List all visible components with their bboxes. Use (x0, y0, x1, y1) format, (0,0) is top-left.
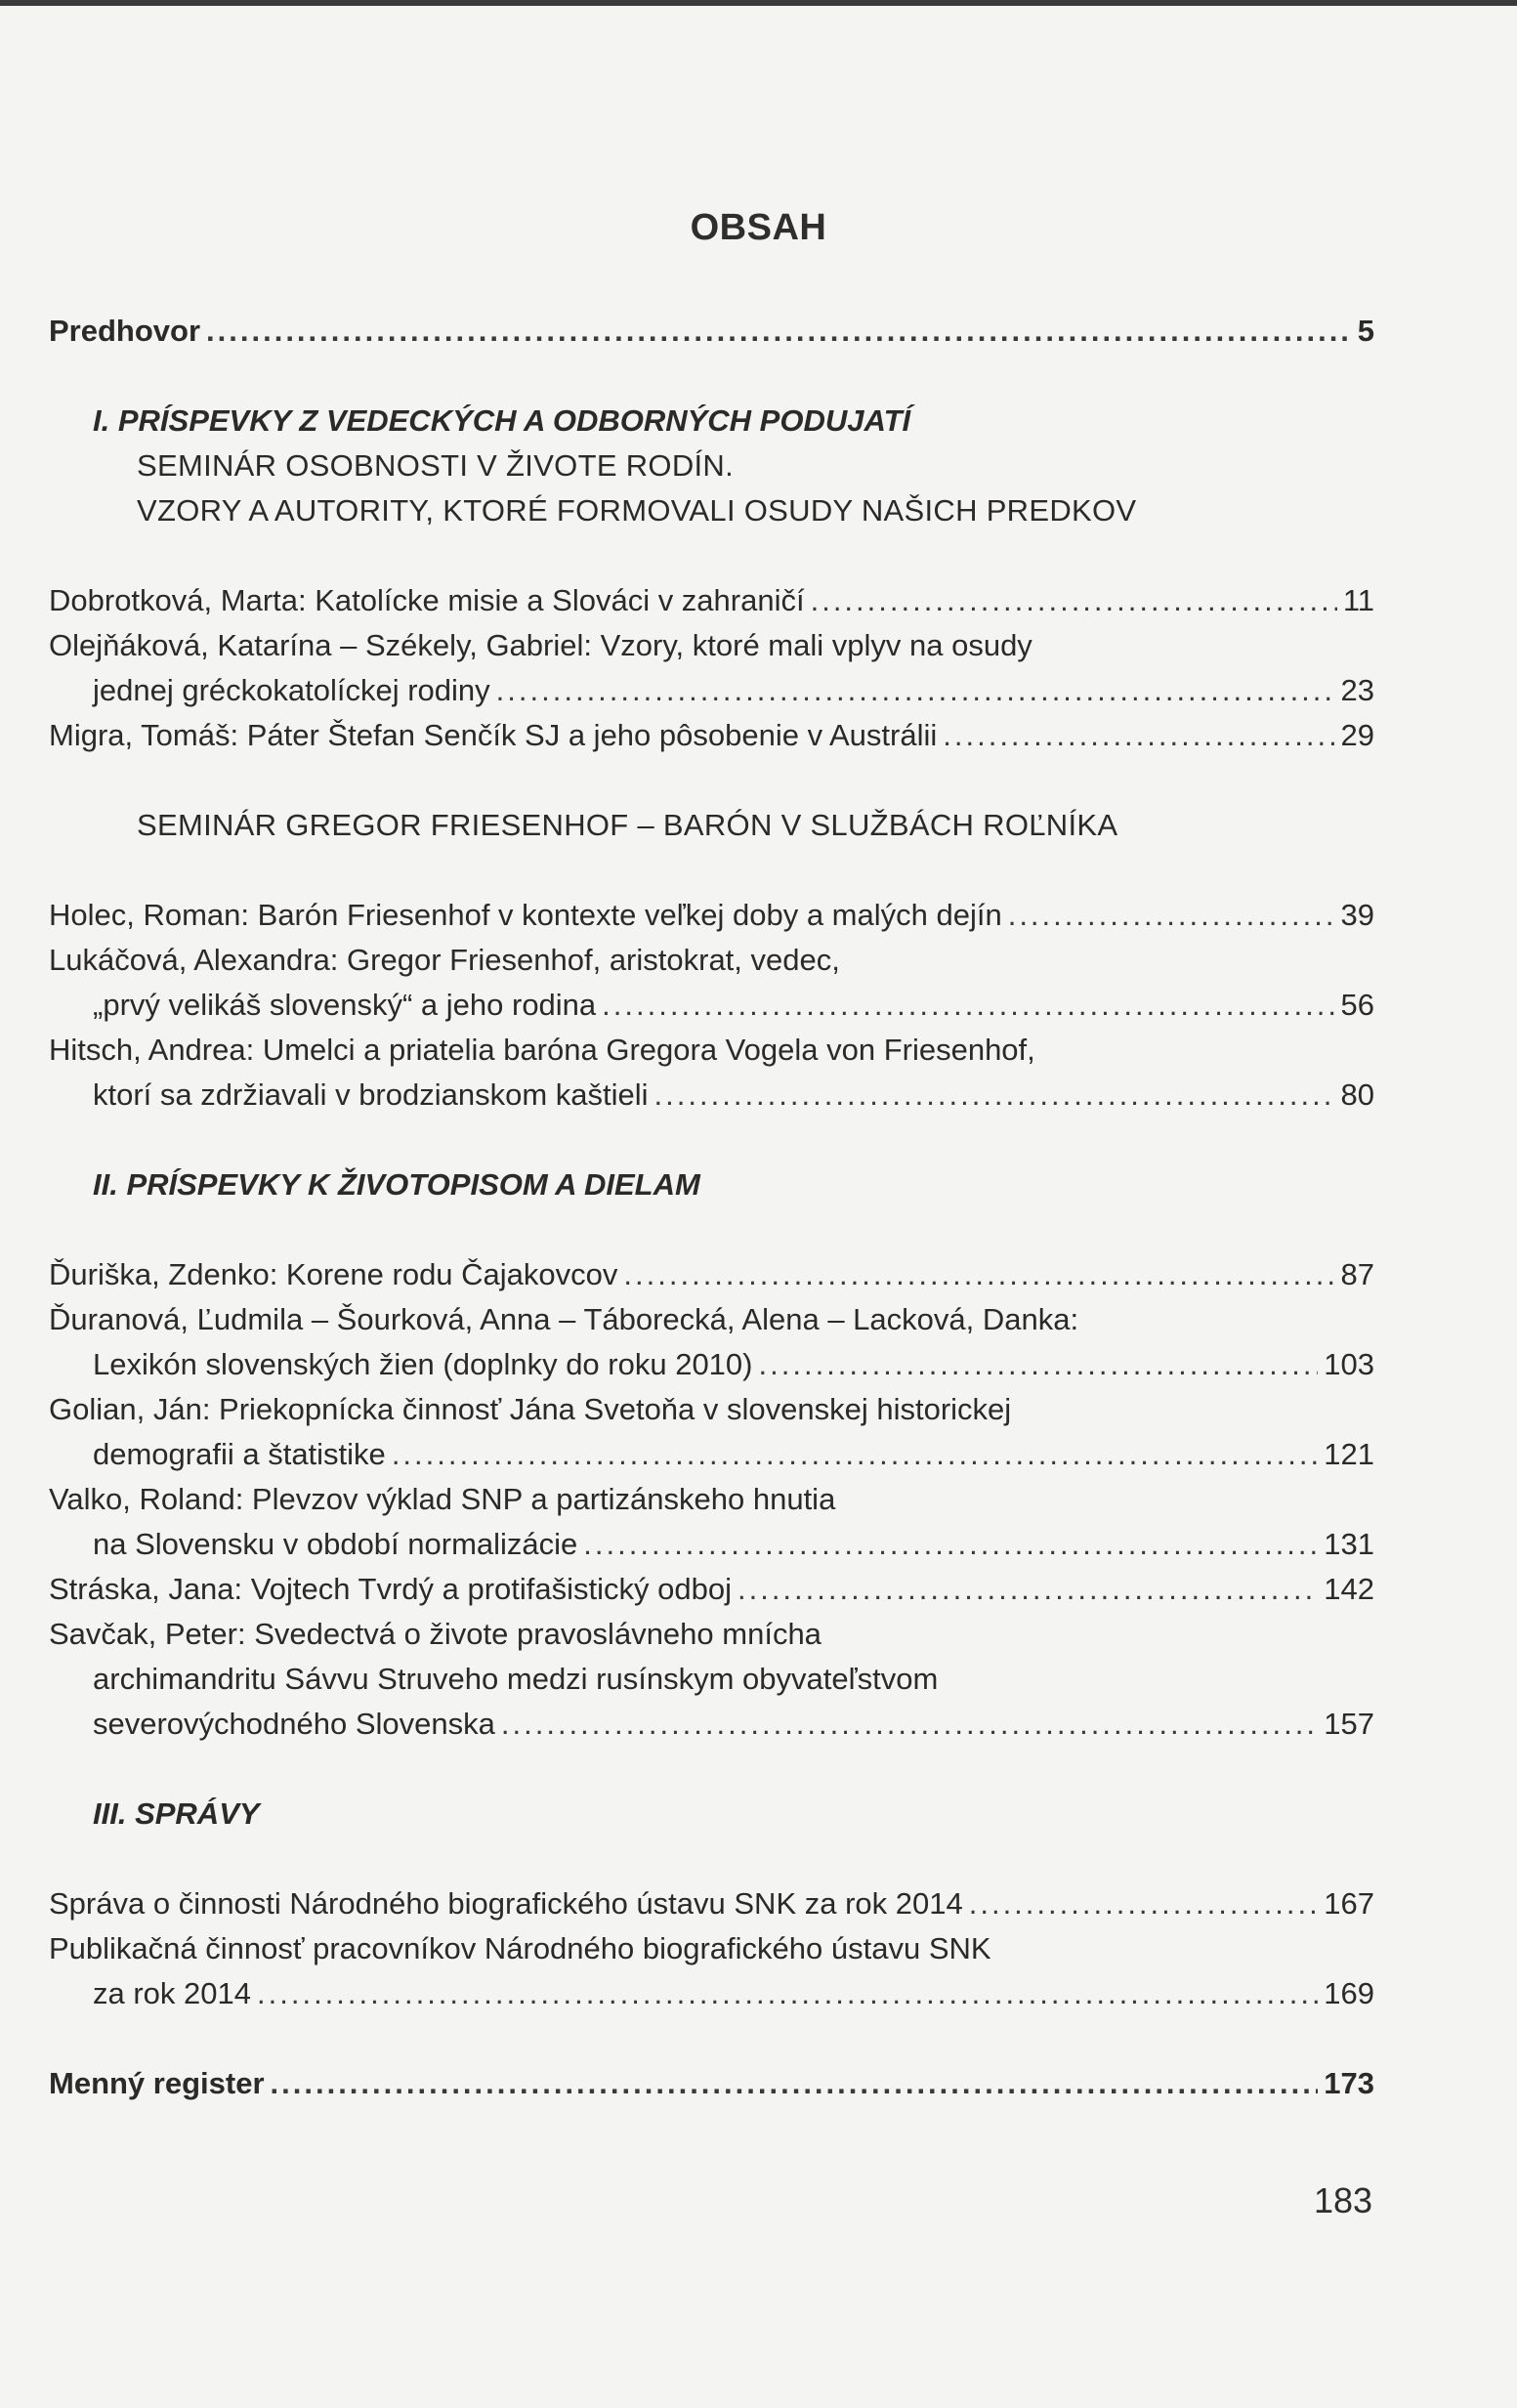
toc-entry-text: Menný register (49, 2066, 265, 2100)
toc-entry-text: ktorí sa zdržiavali v brodzianskom kaštieli (93, 1077, 649, 1112)
section-heading-3: III. SPRÁVY (93, 1796, 260, 1831)
dot-leader (206, 309, 1352, 354)
toc-page-number: 80 (1340, 1077, 1374, 1112)
toc-entry-continuation[interactable] (93, 1971, 1374, 2016)
dot-leader (271, 2061, 1319, 2106)
toc-entry[interactable] (49, 1387, 1374, 1432)
toc-entry-continuation[interactable] (93, 1432, 1374, 1477)
dot-leader (654, 1073, 1335, 1118)
toc-entry-text: Savčak, Peter: Svedectvá o živote pravoslávneho mnícha (49, 1617, 822, 1651)
toc-entry[interactable] (49, 893, 1374, 938)
toc-entry[interactable] (49, 1612, 1374, 1657)
dot-leader (257, 1971, 1318, 2016)
dot-leader (496, 668, 1335, 713)
toc-entry-continuation[interactable] (93, 1702, 1374, 1747)
toc-entry[interactable] (49, 1567, 1374, 1612)
toc-page-number: 142 (1324, 1572, 1374, 1606)
dot-leader (623, 1252, 1334, 1297)
dot-leader (583, 1522, 1318, 1567)
toc-entry-continuation[interactable] (93, 1073, 1374, 1118)
toc-page-number: 167 (1324, 1886, 1374, 1921)
toc-entry-text: Hitsch, Andrea: Umelci a priatelia baróna Gregora Vogela von Friesenhof, (49, 1033, 1035, 1067)
toc-entry[interactable] (49, 623, 1374, 668)
toc-entry-text: Migra, Tomáš: Páter Štefan Senčík SJ a jeho pôsobenie v Austrálii (49, 718, 938, 752)
dot-leader (1008, 893, 1335, 938)
toc-entry-text: Lukáčová, Alexandra: Gregor Friesenhof, aristokrat, vedec, (49, 943, 840, 977)
toc-page-number: 11 (1342, 583, 1374, 617)
toc-entry[interactable] (49, 938, 1374, 983)
toc-entry[interactable] (49, 1028, 1374, 1073)
dot-leader (969, 1881, 1319, 1926)
toc-entry[interactable] (49, 1926, 1374, 1971)
page-title: OBSAH (690, 207, 827, 248)
toc-entry-text: Predhovor (49, 314, 201, 348)
toc-entry-text: Dobrotková, Marta: Katolícke misie a Slováci v zahraničí (49, 583, 805, 617)
toc-entry[interactable] (49, 1477, 1374, 1522)
toc-page-number: 23 (1340, 673, 1374, 707)
toc-entry-preface[interactable] (49, 309, 1374, 354)
toc-entry[interactable] (49, 1881, 1374, 1926)
toc-entry-text: jednej gréckokatolíckej rodiny (93, 673, 490, 707)
dot-leader (392, 1432, 1318, 1477)
toc-entry[interactable] (49, 1252, 1374, 1297)
toc-entry-text: Stráska, Jana: Vojtech Tvrdý a protifašistický odboj (49, 1572, 732, 1606)
seminar-heading-1-line-1: SEMINÁR OSOBNOSTI V ŽIVOTE RODÍN. (137, 448, 735, 483)
toc-entry-text: za rok 2014 (93, 1976, 251, 2010)
dot-leader (811, 578, 1337, 623)
seminar-heading-1-line-2: VZORY A AUTORITY, KTORÉ FORMOVALI OSUDY NAŠICH PREDKOV (137, 493, 1137, 528)
toc-entry-text: Ďuriška, Zdenko: Korene rodu Čajakovcov (49, 1257, 618, 1291)
toc-entry[interactable] (49, 713, 1374, 758)
dot-leader (737, 1567, 1318, 1612)
toc-entry-text: demografii a štatistike (93, 1437, 386, 1471)
toc-entry-text: Ďuranová, Ľudmila – Šourková, Anna – Táborecká, Alena – Lacková, Danka: (49, 1302, 1079, 1336)
dot-leader (943, 713, 1334, 758)
toc-entry-continuation[interactable] (93, 668, 1374, 713)
seminar-heading-2: SEMINÁR GREGOR FRIESENHOF – BARÓN V SLUŽBÁCH ROĽNÍKA (137, 808, 1118, 842)
toc-page-number: 131 (1324, 1527, 1374, 1561)
dot-leader (602, 983, 1334, 1028)
toc-entry[interactable] (49, 578, 1374, 623)
toc-page-number: 121 (1324, 1437, 1374, 1471)
toc-entry-text: Lexikón slovenských žien (doplnky do roku 2010) (93, 1347, 753, 1381)
dot-leader (501, 1702, 1318, 1747)
toc-page-number: 5 (1357, 314, 1374, 348)
toc-entry-text: Olejňáková, Katarína – Székely, Gabriel: Vzory, ktoré mali vplyv na osudy (49, 628, 1032, 662)
section-heading-1: I. PRÍSPEVKY Z VEDECKÝCH A ODBORNÝCH PODUJATÍ (93, 403, 911, 438)
toc-entry-text: Publikačná činnosť pracovníkov Národného biografického ústavu SNK (49, 1931, 991, 1965)
toc-entry-text: Golian, Ján: Priekopnícka činnosť Jána Svetoňa v slovenskej historickej (49, 1392, 1012, 1426)
toc-page-number: 157 (1324, 1707, 1374, 1741)
toc-page-number: 87 (1340, 1257, 1374, 1291)
toc-entry-text: „prvý velikáš slovenský“ a jeho rodina (93, 988, 597, 1022)
toc-entry-index[interactable] (49, 2061, 1374, 2106)
toc-page-number: 103 (1324, 1347, 1374, 1381)
toc-entry-continuation[interactable] (93, 1342, 1374, 1387)
toc-entry-continuation[interactable] (93, 1522, 1374, 1567)
page-number: 183 (1314, 2180, 1373, 2220)
toc-page-number: 56 (1340, 988, 1374, 1022)
toc-entry-text: archimandritu Sávvu Struveho medzi rusínskym obyvateľstvom (93, 1662, 939, 1696)
toc-entry-text: na Slovensku v období normalizácie (93, 1527, 578, 1561)
section-heading-2: II. PRÍSPEVKY K ŽIVOTOPISOM A DIELAM (93, 1167, 700, 1202)
toc-page-number: 39 (1340, 898, 1374, 932)
toc-entry[interactable] (49, 1297, 1374, 1342)
dot-leader (759, 1342, 1319, 1387)
toc-page-number: 29 (1340, 718, 1374, 752)
toc-entry-text: Správa o činnosti Národného biografického ústavu SNK za rok 2014 (49, 1886, 963, 1921)
toc-entry-text: severovýchodného Slovenska (93, 1707, 495, 1741)
toc-entry-continuation[interactable] (93, 983, 1374, 1028)
toc-entry-continuation[interactable] (93, 1657, 1374, 1702)
toc-entry-text: Valko, Roland: Plevzov výklad SNP a partizánskeho hnutia (49, 1482, 836, 1516)
toc-entry-text: Holec, Roman: Barón Friesenhof v kontexte veľkej doby a malých dejín (49, 898, 1002, 932)
toc-page-number: 169 (1324, 1976, 1374, 2010)
toc-page-number: 173 (1324, 2066, 1374, 2100)
